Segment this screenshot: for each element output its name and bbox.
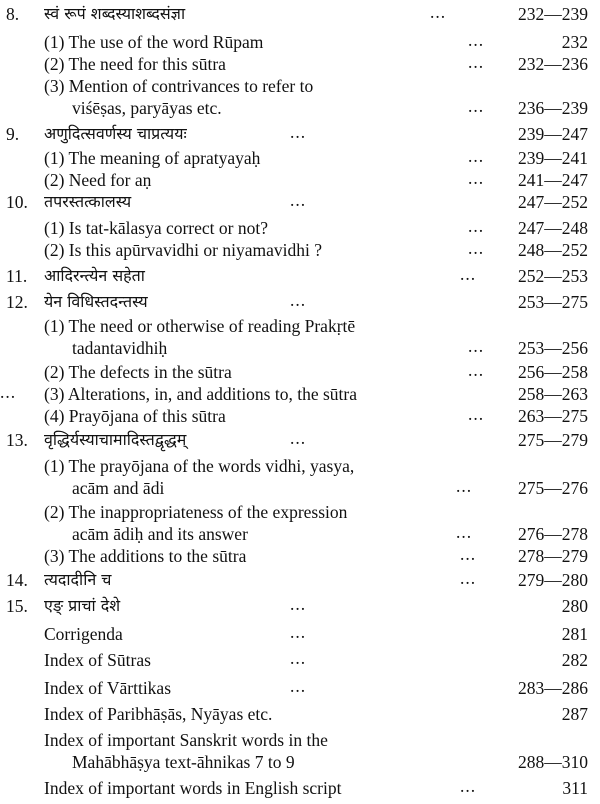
toc-entry xyxy=(0,190,600,216)
entry-title: (3) Alterations, in, and additions to, the sūtra xyxy=(44,384,358,404)
page-range: 311 xyxy=(562,778,588,798)
entry-title: Corrigenda xyxy=(44,624,123,644)
toc-entry xyxy=(0,78,600,100)
leader-dots: ... xyxy=(290,676,307,696)
sutra-title: तपरस्तत्कालस्य xyxy=(44,192,132,211)
page-range: 239—247 xyxy=(518,124,588,144)
toc-entry xyxy=(0,382,600,408)
leader-dots: ... xyxy=(468,168,485,188)
toc-entry xyxy=(0,146,600,172)
page-range: 282 xyxy=(561,650,588,670)
leader-dots: ... xyxy=(468,146,485,166)
entry-title: Index of important Sanskrit words in the xyxy=(44,730,328,750)
toc-entry xyxy=(0,52,600,78)
entry-number: 10. xyxy=(6,192,28,212)
toc-entry xyxy=(0,216,600,242)
sutra-title: अणुदित्सवर्णस्य चाप्रत्ययः xyxy=(44,124,187,143)
page-range: 247—248 xyxy=(518,218,588,238)
page-range: 239—241 xyxy=(518,148,588,168)
entry-number: 14. xyxy=(6,570,28,590)
toc-entry xyxy=(0,458,600,480)
sutra-title: येन विधिस्तदन्तस्य xyxy=(44,292,148,311)
toc-entry xyxy=(0,360,600,386)
entry-title: (2) The defects in the sūtra xyxy=(44,362,232,382)
leader-dots: ... xyxy=(460,264,477,284)
leader-dots: ... xyxy=(468,52,485,72)
leader-dots: ... xyxy=(430,2,447,22)
toc-entry xyxy=(0,428,600,454)
toc-entry xyxy=(0,676,600,702)
page-range: 275—279 xyxy=(518,430,588,450)
toc-entry xyxy=(0,122,600,148)
toc-entry xyxy=(0,754,600,776)
sutra-title: स्वं रूपं शब्दस्याशब्दसंज्ञा xyxy=(44,4,186,23)
entry-title: (1) Is tat-kālasya correct or not? xyxy=(44,218,268,238)
entry-title: acām ādiḥ and its answer xyxy=(72,524,248,544)
entry-title: (3) The additions to the sūtra xyxy=(44,546,247,566)
toc-entry xyxy=(0,568,600,594)
page-range: 279—280 xyxy=(518,570,588,590)
entry-title: acām and ādi xyxy=(72,478,165,498)
entry-number: 11. xyxy=(6,266,28,286)
entry-title: (1) The use of the word Rūpam xyxy=(44,32,264,52)
entry-title: (2) Is this apūrvavidhi or niyamavidhi ? xyxy=(44,240,322,260)
toc-entry xyxy=(0,476,600,502)
leader-dots: ... xyxy=(460,544,477,564)
entry-title: (4) Prayōjana of this sūtra xyxy=(44,406,226,426)
entry-title: Mahābhāṣya text-āhnikas 7 to 9 xyxy=(72,752,295,772)
page-range: 283—286 xyxy=(518,678,588,698)
page-range: 263—275 xyxy=(518,406,588,426)
page-range: 258—263 xyxy=(518,384,588,404)
toc-entry xyxy=(0,706,600,728)
leader-dots: ... xyxy=(468,404,485,424)
leader-dots: ... xyxy=(290,648,307,668)
entry-title: Index of Vārttikas xyxy=(44,678,172,698)
entry-number: 15. xyxy=(6,596,28,616)
entry-title: (2) The need for this sūtra xyxy=(44,54,226,74)
leader-dots: ... xyxy=(290,190,307,210)
toc-entry xyxy=(0,732,600,754)
page-range: 248—252 xyxy=(518,240,588,260)
leader-dots: ... xyxy=(290,428,307,448)
entry-title: Index of important words in English script xyxy=(44,778,342,798)
entry-title: tadantavidhiḥ xyxy=(72,338,168,358)
entry-title: (2) The inappropriateness of the expression xyxy=(44,502,348,522)
sutra-title: एङ् प्राचां देशे xyxy=(44,596,121,615)
leader-dots: ... xyxy=(290,290,307,310)
sutra-title: त्यदादीनि च xyxy=(44,570,112,589)
entry-title: Index of Sūtras xyxy=(44,650,151,670)
toc-entry xyxy=(0,2,600,28)
toc-entry xyxy=(0,594,600,620)
page-range: 275—276 xyxy=(518,478,588,498)
page-range: 252—253 xyxy=(518,266,588,286)
sutra-title: वृद्धिर्यस्याचामादिस्तद्वृद्धम् xyxy=(44,430,187,449)
toc-entry xyxy=(0,522,600,548)
leader-dots: ... xyxy=(456,522,473,542)
leader-dots: ... xyxy=(460,568,477,588)
leader-dots: ... xyxy=(290,594,307,614)
page-range: 232—239 xyxy=(518,4,588,24)
page-range: 253—275 xyxy=(518,292,588,312)
page-range: 253—256 xyxy=(518,338,588,358)
leader-dots: ... xyxy=(460,776,477,796)
page-range: 288—310 xyxy=(518,752,588,772)
entry-title: (2) Need for aṇ xyxy=(44,170,152,190)
leader-dots: ... xyxy=(468,238,485,258)
toc-entry xyxy=(0,238,600,264)
entry-title: Index of Paribhāṣās, Nyāyas etc. xyxy=(44,704,273,724)
toc-entry xyxy=(0,264,600,290)
toc-entry xyxy=(0,336,600,362)
page-range: 256—258 xyxy=(518,362,588,382)
page-range: 247—252 xyxy=(518,192,588,212)
leader-dots: ... xyxy=(468,30,485,50)
page-range: 287 xyxy=(561,704,588,724)
page-range: 281 xyxy=(561,624,588,644)
toc-entry xyxy=(0,544,600,570)
leader-dots: ... xyxy=(468,360,485,380)
entry-number: 12. xyxy=(6,292,28,312)
entry-number: 9. xyxy=(6,124,20,144)
toc-entry xyxy=(0,318,600,340)
leader-dots: ... xyxy=(468,336,485,356)
leader-dots: ... xyxy=(290,622,307,642)
toc-entry xyxy=(0,648,600,674)
toc-entry xyxy=(0,96,600,122)
toc-entry xyxy=(0,622,600,648)
entry-number: 13. xyxy=(6,430,28,450)
toc-entry xyxy=(0,404,600,430)
leader-dots: ... xyxy=(0,382,17,402)
leader-dots: ... xyxy=(290,122,307,142)
toc-entry xyxy=(0,776,600,802)
page-range: 241—247 xyxy=(518,170,588,190)
sutra-title: आदिरन्त्येन सहेता xyxy=(44,266,145,285)
entry-title: (1) The prayōjana of the words vidhi, yasya, xyxy=(44,456,355,476)
page-range: 232—236 xyxy=(518,54,588,74)
page-range: 232 xyxy=(561,32,588,52)
toc-entry xyxy=(0,30,600,56)
page-range: 280 xyxy=(561,596,588,616)
entry-title: (3) Mention of contrivances to refer to xyxy=(44,76,314,96)
entry-title: (1) The need or otherwise of reading Prakṛtē xyxy=(44,316,356,336)
leader-dots: ... xyxy=(468,216,485,236)
page-range: 236—239 xyxy=(518,98,588,118)
entry-title: viśēṣas, paryāyas etc. xyxy=(72,98,222,118)
page-range: 276—278 xyxy=(518,524,588,544)
entry-title: (1) The meaning of apratyayaḥ xyxy=(44,148,261,168)
leader-dots: ... xyxy=(468,96,485,116)
toc-entry xyxy=(0,290,600,316)
toc-entry xyxy=(0,504,600,526)
page-range: 278—279 xyxy=(518,546,588,566)
leader-dots: ... xyxy=(456,476,473,496)
entry-number: 8. xyxy=(6,4,20,24)
